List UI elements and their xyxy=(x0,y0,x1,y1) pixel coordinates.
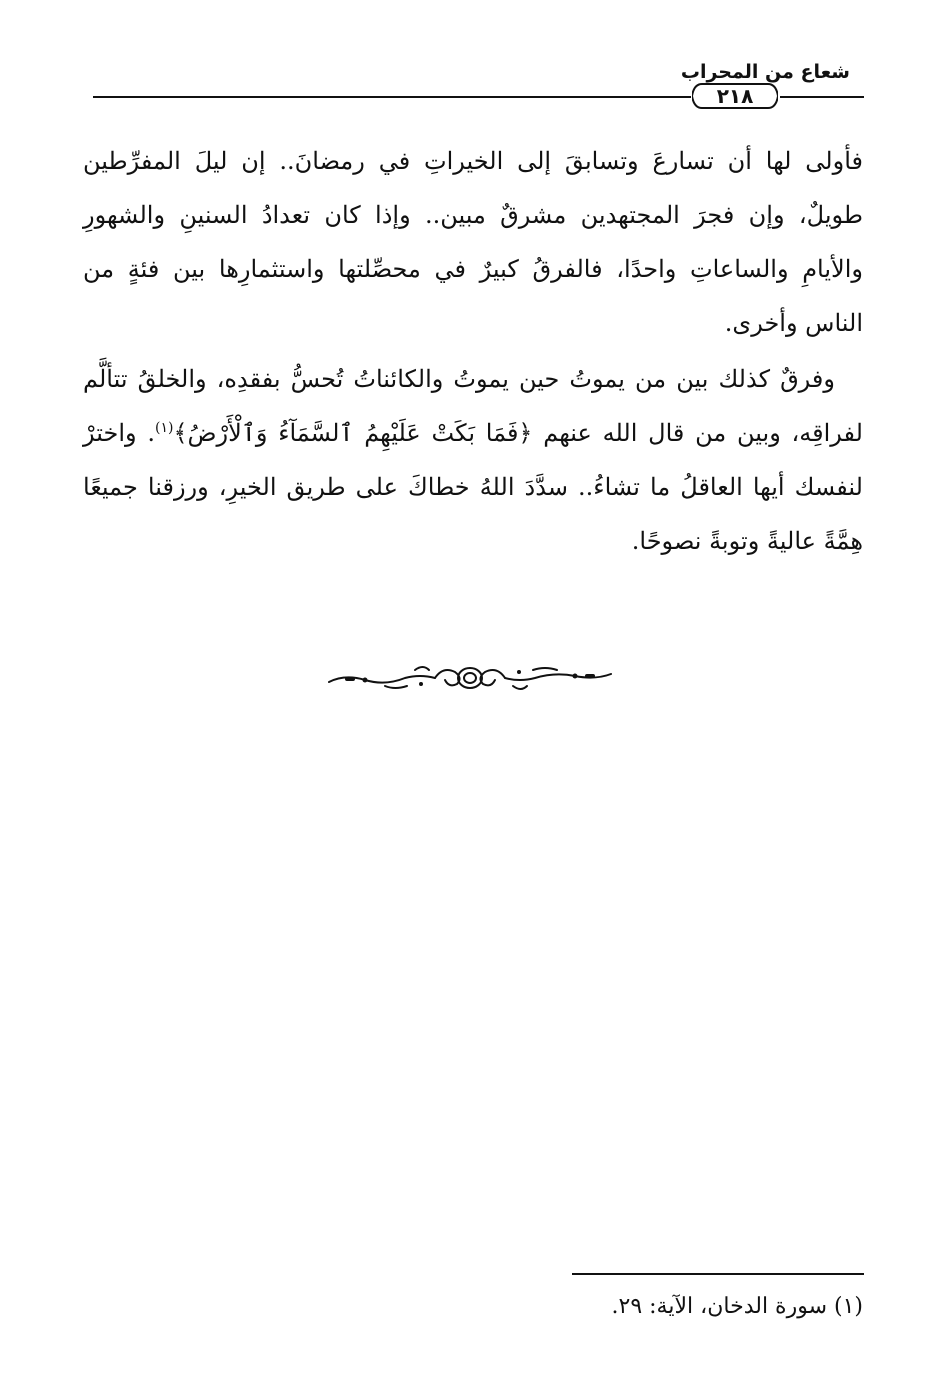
paragraph-2-before-quote: وفرقٌ كذلك بين من يموتُ حين يموتُ والكائناتُ تُحسُّ بفقدِه، والخلقُ تتألَّم لفراقِه، وبين من قال الله عنهم xyxy=(83,365,863,447)
header-rule-left xyxy=(93,96,691,98)
footnote: (١) سورة الدخان، الآية: ٢٩. xyxy=(611,1294,863,1319)
quran-quote: ﴿فَمَا بَكَتْ عَلَيْهِمُ ٱلسَّمَآءُ وَٱلْأَرْضُ﴾ xyxy=(173,419,533,447)
footnote-marker[interactable]: (١) xyxy=(154,420,174,436)
main-text xyxy=(83,134,863,568)
page-number: ٢١٨ xyxy=(716,84,754,108)
page-number-badge xyxy=(692,82,778,110)
footnote-rule xyxy=(572,1273,864,1275)
running-title: شعاع من المحراب xyxy=(680,61,850,83)
paragraph-1: فأولى لها أن تسارعَ وتسابقَ إلى الخيراتِ في رمضانَ.. إن ليلَ المفرِّطين طويلٌ، وإن فجرَ المجتهدين مشرقٌ مبين.. وإذا كان تعدادُ السنينِ والشهورِ والأيامِ والساعاتِ واحدًا، فالفرقُ كبيرٌ في محصِّلتها واستثمارِها بين فئةٍ من الناس وأخرى. xyxy=(83,147,863,337)
paragraph-2-after-quote: . واخترْ لنفسك أيها العاقلُ ما تشاءُ.. سدَّدَ اللهُ خطاكَ على طريق الخيرِ، ورزقنا جميعًا هِمَّةً عاليةً وتوبةً نصوحًا. xyxy=(83,419,863,555)
header-rule-right xyxy=(780,96,864,98)
paragraph-2 xyxy=(83,352,863,568)
section-divider-ornament xyxy=(325,660,615,696)
